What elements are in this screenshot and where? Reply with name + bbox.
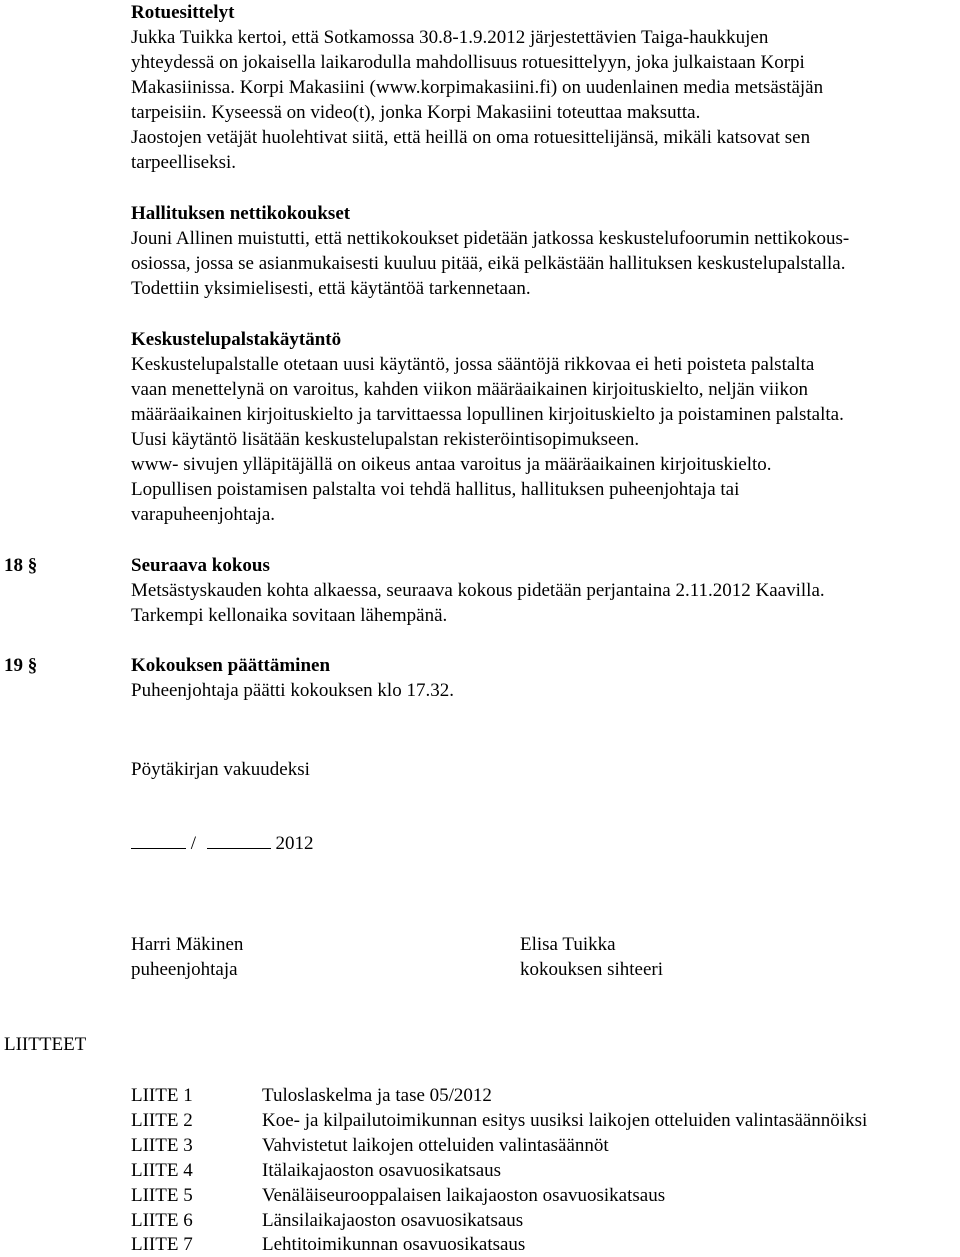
certification-label: Pöytäkirjan vakuudeksi [131,759,310,780]
section-nettikokoukset [131,201,957,301]
paragraph-line: www- sivujen ylläpitäjällä on oikeus antaa varoitus ja määräaikainen kirjoituskielto. [131,454,772,475]
section-number: 18 § [4,555,38,576]
signature-date-line [131,830,314,856]
attachment-item [131,1158,957,1183]
month-blank [207,830,271,849]
paragraph-line: Keskustelupalstalle otetaan uusi käytäntö, jossa sääntöjä rikkovaa ei heti poisteta palstalta [131,354,815,375]
paragraph-line: varapuheenjohtaja. [131,504,276,525]
date-year: 2012 [275,833,314,854]
attachment-item [131,1183,957,1208]
paragraph-line: Jaostojen vetäjät huolehtivat siitä, että heillä on oma rotuesittelijänsä, mikäli katsovat sen [131,127,811,148]
paragraph-line: Jukka Tuikka kertoi, että Sotkamossa 30.8-1.9.2012 järjestettävien Taiga-haukkujen [131,27,769,48]
attachments-heading: LIITTEET [4,1034,87,1055]
paragraph-line: Puheenjohtaja päätti kokouksen klo 17.32. [131,680,454,701]
section-keskustelupalsta [131,327,957,527]
section-19 [0,653,960,703]
attachment-item [131,1083,957,1108]
attachment-description: Venäläiseurooppalaisen laikajaoston osavuosikatsaus [262,1185,666,1206]
attachment-code: LIITE 3 [131,1135,193,1156]
paragraph-line: Lopullisen poistamisen palstalta voi tehdä hallitus, hallituksen puheenjohtaja tai [131,479,740,500]
section-title: Rotuesittelyt [131,2,235,23]
attachment-code: LIITE 5 [131,1185,193,1206]
attachment-item [131,1208,957,1233]
attachment-code: LIITE 2 [131,1110,193,1131]
paragraph-line: määräaikainen kirjoituskielto ja tarvittaessa lopullinen kirjoituskielto ja poistaminen palstalta. [131,404,844,425]
signature-chairman [131,932,243,982]
attachment-code: LIITE 7 [131,1234,193,1255]
paragraph-line: Jouni Allinen muistutti, että nettikokoukset pidetään jatkossa keskustelufoorumin nettikokous- [131,228,850,249]
attachment-description: Lehtitoimikunnan osavuosikatsaus [262,1234,526,1255]
section-18 [0,553,960,628]
section-number: 19 § [4,655,38,676]
paragraph-line: Metsästyskauden kohta alkaessa, seuraava kokous pidetään perjantaina 2.11.2012 Kaavilla. [131,580,825,601]
attachment-description: Tuloslaskelma ja tase 05/2012 [262,1085,492,1106]
attachment-description: Itälaikajaoston osavuosikatsaus [262,1160,502,1181]
paragraph-line: Uusi käytäntö lisätään keskustelupalstan rekisteröintisopimukseen. [131,429,640,450]
signer-name: Elisa Tuikka [520,934,616,955]
paragraph-line: Makasiinissa. Korpi Makasiini (www.korpimakasiini.fi) on uudenlainen media metsästäjän [131,77,824,98]
attachment-description: Länsilaikajaoston osavuosikatsaus [262,1210,524,1231]
section-title: Seuraava kokous [131,555,270,576]
date-separator: / [190,833,197,854]
section-rotuesittelyt [131,0,957,175]
paragraph-line: yhteydessä on jokaisella laikarodulla mahdollisuus rotuesittelyyn, joka julkaistaan Korpi [131,52,805,73]
attachment-code: LIITE 6 [131,1210,193,1231]
paragraph-line: Tarkempi kellonaika sovitaan lähempänä. [131,605,448,626]
attachment-item [131,1133,957,1158]
attachment-code: LIITE 4 [131,1160,193,1181]
attachment-item [131,1108,957,1133]
paragraph-line: vaan menettelynä on varoitus, kahden viikon määräaikainen kirjoituskielto, neljän viikon [131,379,808,400]
attachment-description: Vahvistetut laikojen otteluiden valintasäännöt [262,1135,609,1156]
paragraph-line: tarpeisiin. Kyseessä on video(t), jonka Korpi Makasiini toteuttaa maksutta. [131,102,701,123]
section-title: Kokouksen päättäminen [131,655,331,676]
section-title: Keskustelupalstakäytäntö [131,329,342,350]
paragraph-line: tarpeelliseksi. [131,152,236,173]
section-title: Hallituksen nettikokoukset [131,203,351,224]
signer-role: puheenjohtaja [131,959,238,980]
paragraph-line: osiossa, jossa se asianmukaisesti kuuluu pitää, eikä pelkästään hallituksen keskustelupalstalla. [131,253,846,274]
signer-role: kokouksen sihteeri [520,959,664,980]
signature-secretary [520,932,663,982]
attachment-description: Koe- ja kilpailutoimikunnan esitys uusiksi laikojen otteluiden valintasäännöiksi [262,1110,868,1131]
day-blank [131,830,186,849]
paragraph-line: Todettiin yksimielisesti, että käytäntöä tarkennetaan. [131,278,531,299]
attachment-item [131,1232,957,1257]
attachment-code: LIITE 1 [131,1085,193,1106]
signer-name: Harri Mäkinen [131,934,244,955]
